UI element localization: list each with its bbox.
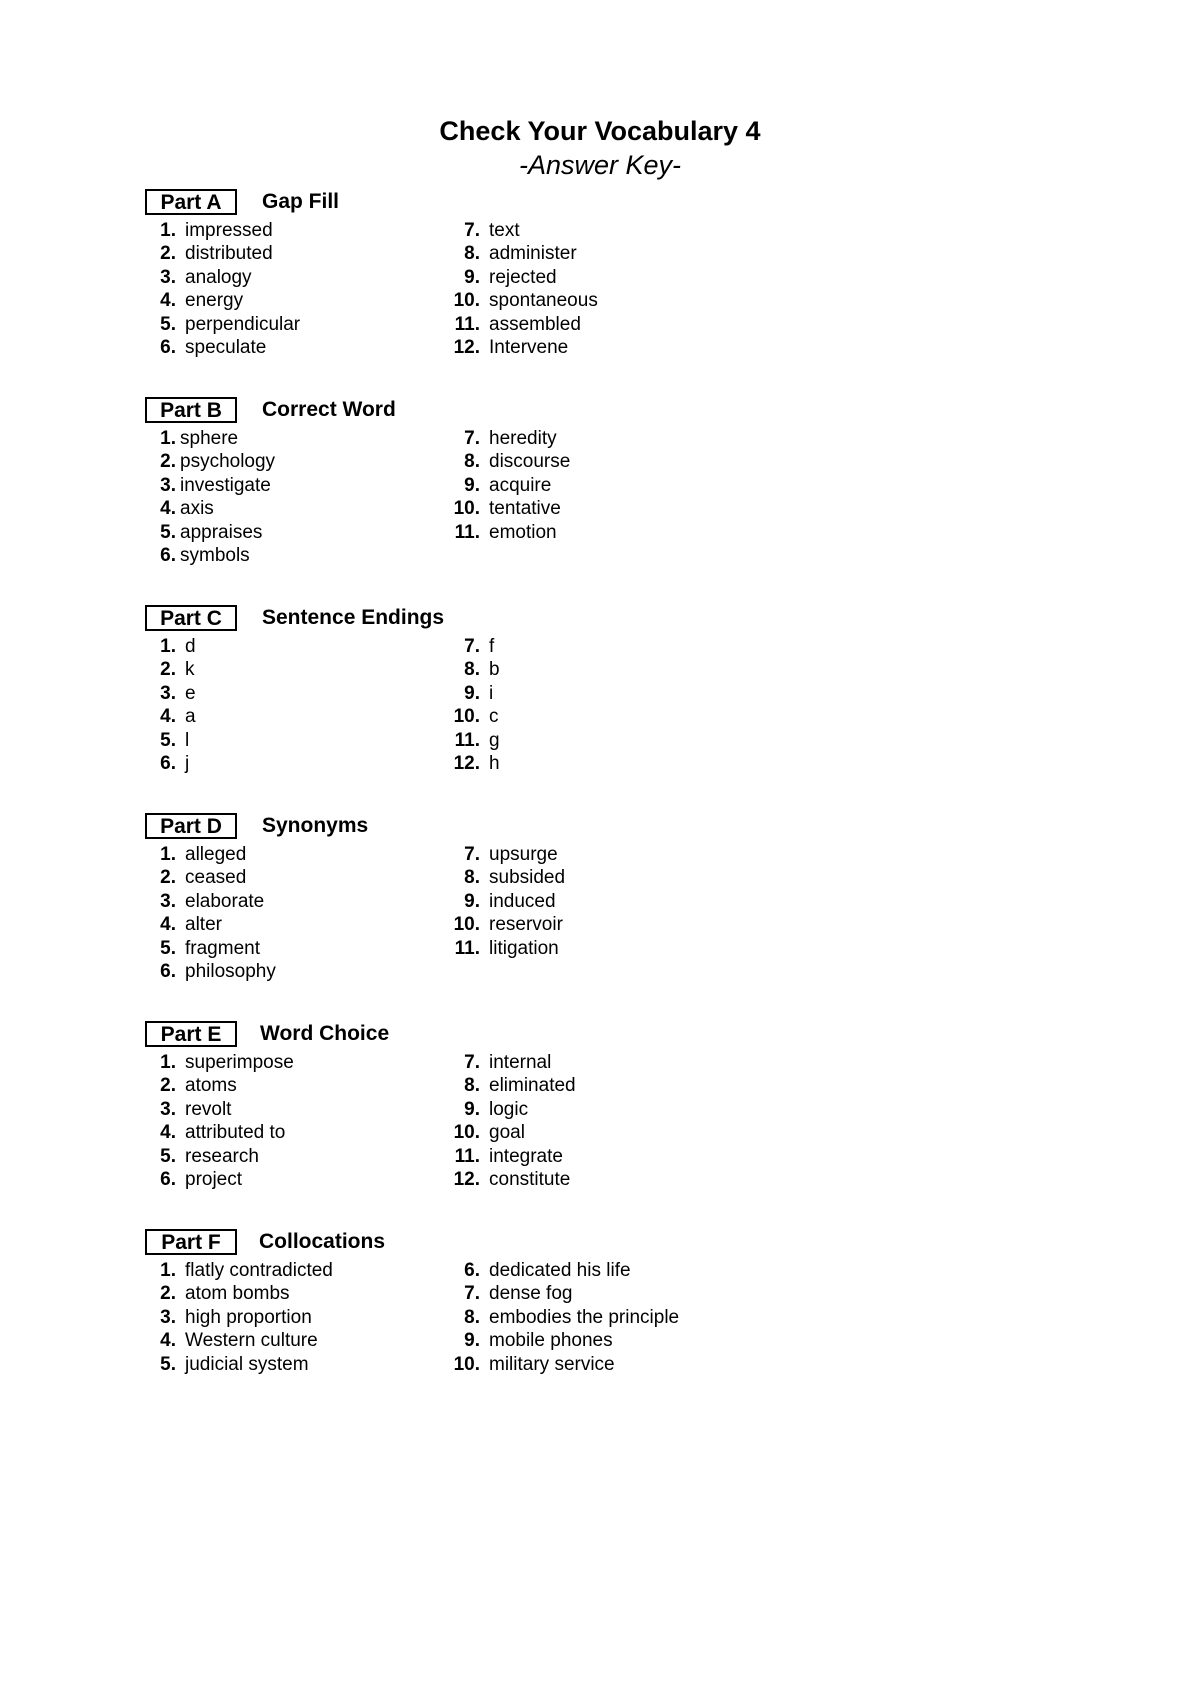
item-answer: reservoir — [489, 914, 563, 936]
item-number: 8. — [464, 659, 480, 681]
item-answer: sphere — [180, 428, 239, 449]
part-label-box: Part F — [145, 1229, 237, 1255]
item-answer: psychology — [180, 451, 276, 473]
section-header — [145, 1229, 745, 1259]
item-number: 9. — [464, 266, 480, 288]
section-part-b — [145, 397, 745, 567]
item-answer: constitute — [489, 1168, 571, 1190]
item-number: 5. — [160, 937, 176, 959]
item-number: 7. — [464, 1052, 480, 1073]
item-number: 4. — [160, 290, 176, 312]
item-answer: discourse — [489, 451, 571, 473]
part-label-box: Part E — [145, 1021, 237, 1047]
item-answer: flatly contradicted — [185, 1260, 333, 1281]
item-number: 7. — [464, 220, 480, 241]
item-answer: dense fog — [489, 1283, 573, 1305]
item-number: 12. — [453, 1168, 480, 1190]
section-header — [145, 605, 745, 635]
item-number: 12. — [453, 752, 480, 774]
item-answer: internal — [489, 1052, 552, 1073]
item-number: 1. — [160, 844, 176, 865]
item-answer: mobile phones — [489, 1330, 613, 1352]
item-number: 3. — [160, 266, 176, 288]
page-title: Check Your Vocabulary 4 — [439, 116, 761, 146]
item-answer: acquire — [489, 474, 552, 496]
item-number: 1. — [160, 1260, 176, 1281]
item-answer: attributed to — [185, 1122, 286, 1144]
answer-columns — [145, 843, 745, 983]
item-number: 12. — [453, 336, 480, 358]
item-answer: tentative — [489, 498, 561, 520]
item-answer: superimpose — [185, 1052, 294, 1073]
item-answer: k — [185, 659, 195, 681]
item-answer: elaborate — [185, 890, 265, 912]
item-number: 4. — [160, 706, 176, 728]
item-answer: e — [185, 682, 196, 704]
item-answer: philosophy — [185, 960, 276, 982]
item-number: 1. — [160, 428, 176, 449]
item-number: 8. — [464, 867, 480, 889]
item-answer: l — [185, 729, 190, 751]
item-number: 9. — [464, 474, 480, 496]
item-answer: administer — [489, 243, 577, 265]
item-number: 2. — [160, 243, 176, 265]
item-answer: eliminated — [489, 1075, 576, 1097]
item-number: 5. — [160, 1353, 176, 1375]
item-number: 11. — [454, 1145, 480, 1167]
item-number: 9. — [464, 682, 480, 704]
item-answer: revolt — [185, 1098, 232, 1120]
item-number: 5. — [160, 1145, 176, 1167]
item-number: 11. — [454, 937, 480, 959]
item-number: 7. — [464, 428, 480, 449]
answer-columns — [145, 1051, 745, 1191]
item-number: 5. — [160, 729, 176, 751]
item-answer: Intervene — [489, 336, 569, 358]
item-answer: military service — [489, 1353, 615, 1375]
item-answer: judicial system — [185, 1353, 309, 1375]
item-answer: a — [185, 706, 196, 728]
section-title: Gap Fill — [262, 190, 340, 213]
item-answer: alleged — [185, 844, 247, 865]
part-label-box: Part C — [145, 605, 237, 631]
item-answer: symbols — [180, 544, 250, 566]
item-answer: perpendicular — [185, 313, 301, 335]
item-answer: j — [185, 752, 190, 774]
item-number: 9. — [464, 1330, 480, 1352]
item-number: 10. — [453, 1122, 480, 1144]
item-answer: text — [489, 220, 520, 241]
item-number: 8. — [464, 1075, 480, 1097]
item-number: 10. — [453, 498, 480, 520]
item-answer: rejected — [489, 266, 557, 288]
item-number: 6. — [160, 960, 176, 982]
item-answer: Western culture — [185, 1330, 318, 1352]
item-number: 4. — [160, 1330, 176, 1352]
item-number: 6. — [160, 1168, 176, 1190]
item-answer: induced — [489, 890, 556, 912]
item-number: 1. — [160, 220, 176, 241]
section-part-e — [145, 1021, 745, 1191]
section-part-f — [145, 1229, 745, 1399]
answer-columns — [145, 635, 745, 775]
item-answer: project — [185, 1168, 243, 1190]
item-number: 3. — [160, 1098, 176, 1120]
item-answer: speculate — [185, 336, 267, 358]
item-answer: distributed — [185, 243, 273, 265]
item-answer: alter — [185, 914, 222, 936]
section-part-d — [145, 813, 745, 983]
item-number: 10. — [453, 290, 480, 312]
section-header — [145, 1021, 745, 1051]
item-answer: goal — [489, 1122, 525, 1144]
item-answer: atom bombs — [185, 1283, 290, 1305]
part-label-box: Part D — [145, 813, 237, 839]
item-number: 7. — [464, 1283, 480, 1305]
item-answer: high proportion — [185, 1306, 312, 1328]
item-answer: subsided — [489, 867, 566, 889]
item-number: 1. — [160, 1052, 176, 1073]
item-answer: dedicated his life — [489, 1260, 631, 1281]
item-answer: emotion — [489, 521, 557, 543]
item-answer: embodies the principle — [489, 1306, 680, 1328]
page-subtitle: -Answer Key- — [518, 150, 682, 180]
item-answer: fragment — [185, 937, 260, 959]
item-answer: research — [185, 1145, 259, 1167]
item-answer: f — [489, 636, 495, 657]
item-answer: c — [489, 706, 499, 728]
part-label-box: Part B — [145, 397, 237, 423]
item-number: 10. — [453, 914, 480, 936]
item-answer: litigation — [489, 937, 559, 959]
item-answer: logic — [489, 1098, 529, 1120]
section-title: Word Choice — [260, 1022, 390, 1045]
item-number: 9. — [464, 890, 480, 912]
section-header — [145, 189, 745, 219]
item-answer: g — [489, 729, 500, 751]
item-number: 8. — [464, 451, 480, 473]
item-number: 11. — [454, 521, 480, 543]
item-number: 3. — [160, 682, 176, 704]
item-answer: ceased — [185, 867, 247, 889]
item-answer: d — [185, 636, 196, 657]
section-title: Collocations — [259, 1230, 386, 1253]
item-number: 10. — [453, 706, 480, 728]
item-number: 3. — [160, 1306, 176, 1328]
item-number: 3. — [160, 474, 176, 496]
item-number: 4. — [160, 498, 176, 520]
section-part-a — [145, 189, 745, 359]
item-number: 4. — [160, 1122, 176, 1144]
item-answer: impressed — [185, 220, 273, 241]
item-number: 2. — [160, 1075, 176, 1097]
item-number: 5. — [160, 521, 176, 543]
answer-columns — [145, 219, 745, 359]
item-answer: heredity — [489, 428, 557, 449]
item-number: 6. — [160, 752, 176, 774]
item-number: 3. — [160, 890, 176, 912]
part-label-box: Part A — [145, 189, 237, 215]
item-number: 2. — [160, 659, 176, 681]
item-number: 8. — [464, 243, 480, 265]
answer-columns — [145, 427, 745, 567]
item-number: 11. — [454, 729, 480, 751]
item-number: 2. — [160, 867, 176, 889]
item-number: 2. — [160, 1283, 176, 1305]
item-number: 1. — [160, 636, 176, 657]
item-number: 6. — [160, 544, 176, 566]
item-number: 10. — [453, 1353, 480, 1375]
item-answer: b — [489, 659, 500, 681]
item-answer: analogy — [185, 266, 252, 288]
section-title: Sentence Endings — [262, 606, 445, 629]
item-answer: h — [489, 752, 500, 774]
item-number: 4. — [160, 914, 176, 936]
item-answer: atoms — [185, 1075, 237, 1097]
item-number: 8. — [464, 1306, 480, 1328]
item-number: 6. — [160, 336, 176, 358]
section-header — [145, 813, 745, 843]
answer-columns — [145, 1259, 745, 1399]
section-title: Correct Word — [262, 398, 396, 421]
item-number: 2. — [160, 451, 176, 473]
item-number: 6. — [464, 1260, 480, 1281]
item-answer: spontaneous — [489, 290, 598, 312]
item-answer: integrate — [489, 1145, 563, 1167]
item-number: 5. — [160, 313, 176, 335]
section-title: Synonyms — [262, 814, 369, 837]
item-answer: energy — [185, 290, 244, 312]
item-number: 11. — [454, 313, 480, 335]
item-answer: upsurge — [489, 844, 558, 865]
item-number: 7. — [464, 636, 480, 657]
section-header — [145, 397, 745, 427]
item-answer: appraises — [180, 521, 263, 543]
item-number: 7. — [464, 844, 480, 865]
item-answer: axis — [180, 498, 214, 520]
item-answer: investigate — [180, 474, 271, 496]
section-part-c — [145, 605, 745, 775]
item-answer: i — [489, 682, 494, 704]
item-answer: assembled — [489, 313, 581, 335]
item-number: 9. — [464, 1098, 480, 1120]
